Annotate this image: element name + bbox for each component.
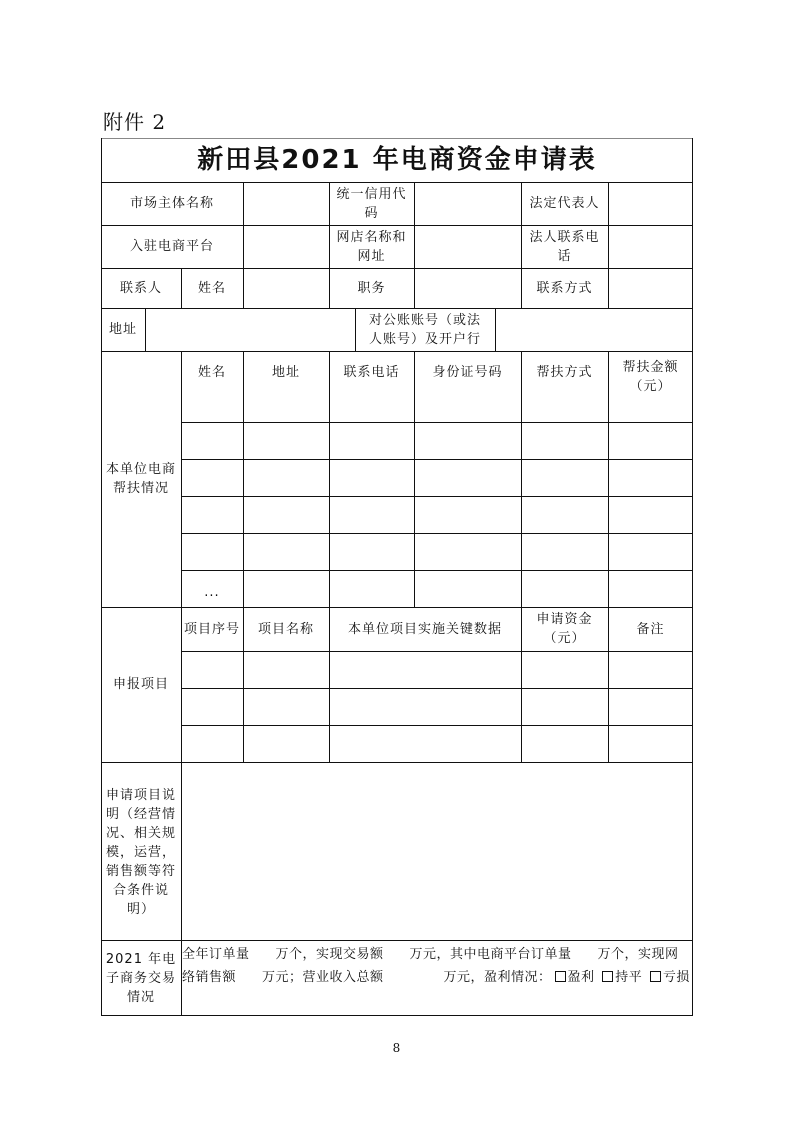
- account-field[interactable]: [495, 308, 693, 351]
- platform-field[interactable]: [243, 225, 329, 268]
- assistance-header-method: 帮扶方式: [536, 365, 593, 380]
- shop-name-label: 网店名称和网址: [336, 229, 407, 264]
- projects-section-label: 申报项目: [112, 677, 169, 692]
- project-header-funding: 申请资金（元）: [536, 612, 593, 646]
- legal-rep-field[interactable]: [608, 182, 693, 225]
- project-header-number: 项目序号: [183, 621, 240, 637]
- contact-method-field[interactable]: [608, 268, 693, 308]
- project-header-key-data: 本单位项目实施关键数据: [347, 621, 502, 637]
- break-even-option: 持平: [615, 970, 643, 985]
- online-sales-label: 万个，实现网络销售额: [182, 947, 679, 985]
- address-label: 地址: [108, 322, 137, 337]
- name-label: 姓名: [197, 280, 226, 296]
- project-header-name: 项目名称: [257, 621, 314, 637]
- profit-checkbox[interactable]: [555, 971, 566, 982]
- position-label: 职务: [357, 280, 386, 296]
- assistance-header-address: 地址: [271, 365, 300, 380]
- form-title: 新田县2021 年电商资金申请表: [197, 144, 597, 175]
- order-volume-label: 全年订单量: [182, 947, 250, 962]
- profit-status-label: 万元，盈利情况：: [443, 970, 552, 985]
- description-label: 申请项目说明（经营情况、相关规模，运营，销售额等符合条件说明）: [105, 788, 176, 917]
- revenue-label: 万元；营业收入总额: [262, 970, 384, 985]
- assistance-header-amount: 帮扶金额（元）: [622, 360, 679, 394]
- entity-name-field[interactable]: [243, 182, 329, 225]
- contact-person-label: 联系人: [119, 280, 162, 296]
- legal-phone-label: 法人联系电话: [529, 229, 600, 264]
- assistance-header-name: 姓名: [197, 365, 226, 380]
- account-label: 对公账账号（或法人账号）及开户行: [368, 312, 481, 347]
- position-field[interactable]: [414, 268, 521, 308]
- assistance-header-id-number: 身份证号码: [432, 365, 503, 380]
- attachment-label: 附件 2: [103, 110, 167, 134]
- entity-name-label: 市场主体名称: [129, 196, 214, 211]
- legal-phone-field[interactable]: [608, 225, 693, 268]
- page-number: 8: [392, 1041, 401, 1055]
- address-field[interactable]: [145, 308, 355, 351]
- platform-order-label: 万元，其中电商平台订单量: [409, 947, 572, 962]
- contact-name-field[interactable]: [243, 268, 329, 308]
- transaction-label: 万个，实现交易额: [275, 947, 384, 962]
- ecommerce-stats: [182, 943, 690, 989]
- loss-checkbox[interactable]: [650, 971, 661, 982]
- project-header-remarks: 备注: [636, 621, 665, 637]
- contact-method-label: 联系方式: [536, 280, 593, 296]
- assistance-header-phone: 联系电话: [343, 365, 400, 380]
- profit-option: 盈利: [567, 970, 595, 985]
- legal-rep-label: 法定代表人: [529, 196, 600, 211]
- shop-name-field[interactable]: [414, 225, 521, 268]
- credit-code-field[interactable]: [414, 182, 521, 225]
- platform-label: 入驻电商平台: [129, 239, 214, 254]
- loss-option: 亏损: [662, 970, 690, 985]
- application-form: [101, 138, 693, 1016]
- description-field[interactable]: [181, 762, 693, 940]
- break-even-checkbox[interactable]: [602, 971, 613, 982]
- assistance-section-label: 本单位电商帮扶情况: [105, 462, 176, 496]
- credit-code-label: 统一信用代码: [336, 186, 407, 221]
- assistance-ellipsis: ...: [204, 585, 220, 600]
- ecommerce-label: 2021 年电子商务交易情况: [105, 952, 177, 1005]
